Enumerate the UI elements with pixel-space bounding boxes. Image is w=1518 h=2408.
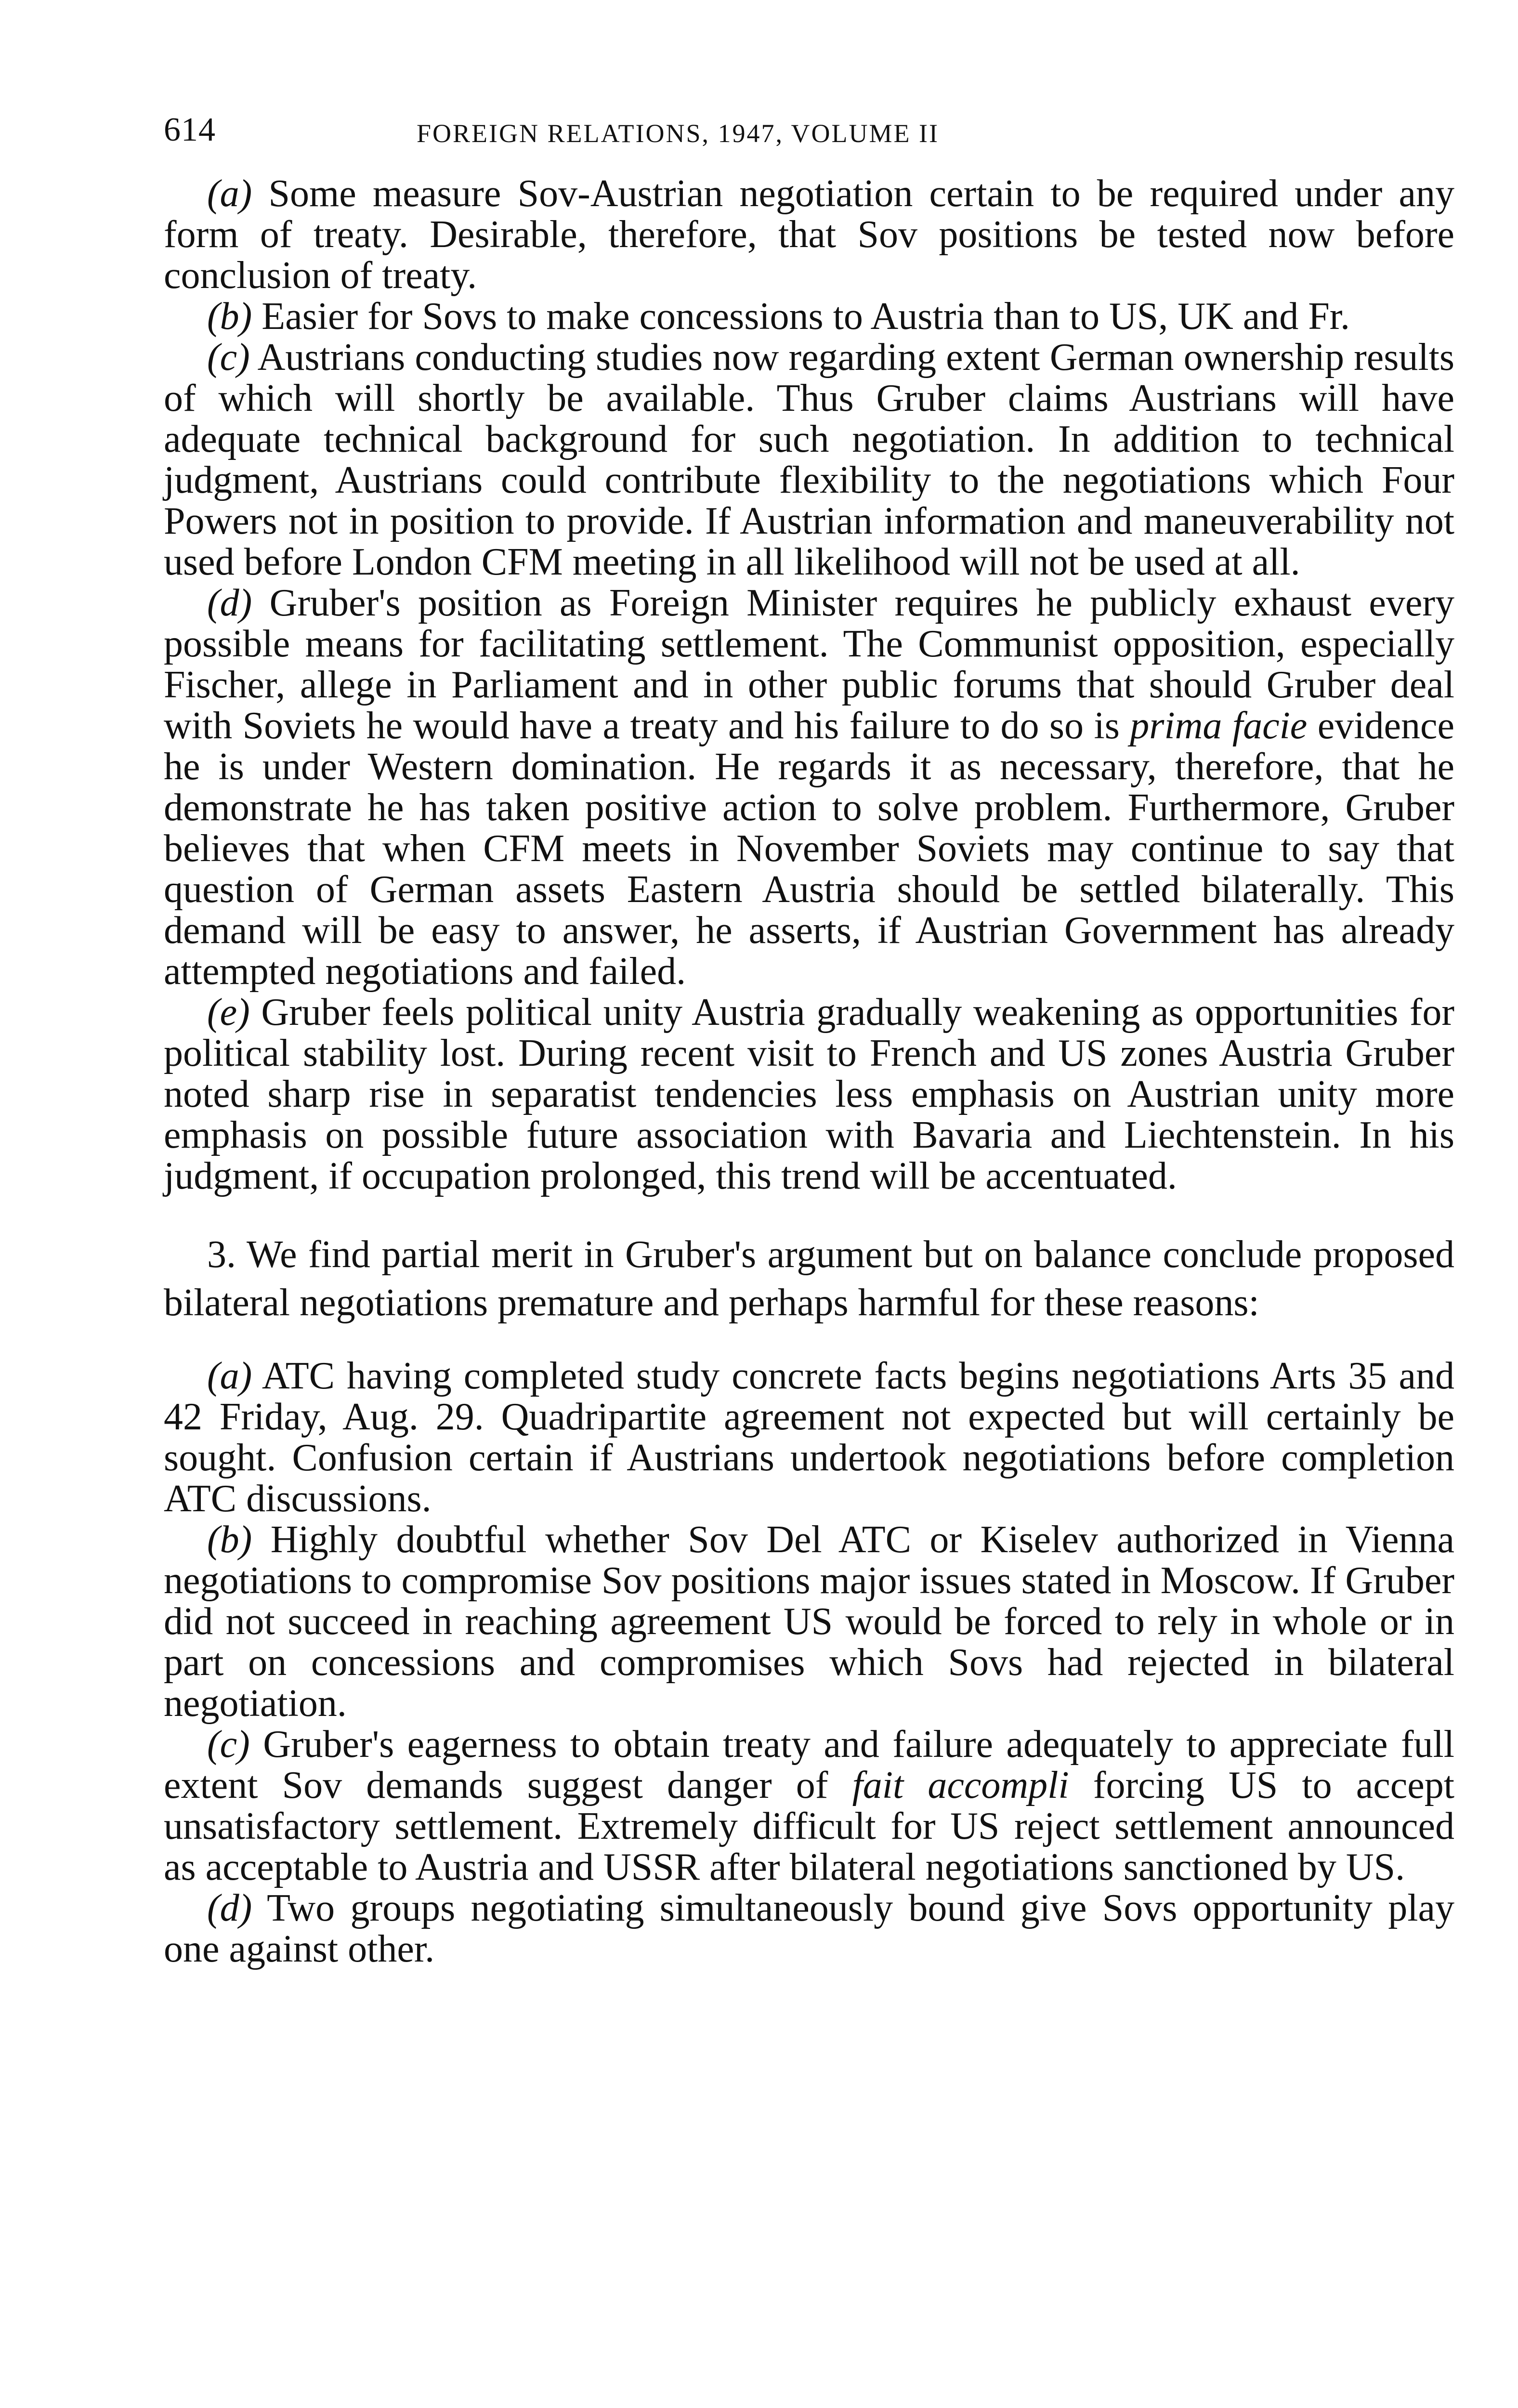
paragraph-2b [164,296,1454,337]
paragraph-label: (e) [207,991,250,1034]
paragraph-text: Highly doubtful whether Sov Del ATC or Kiselev authorized in Vienna negotiations to compromise Sov positions major issues stated in Moscow. If Gruber did not succeed in reaching agreement US would be forced to rely in whole or in part on concessions and compromises which Sovs had rejected in bilateral negotiation. [164,1518,1455,1725]
paragraph-3b [164,1519,1454,1724]
paragraph-label: (a) [207,1355,252,1397]
paragraph-text: ATC having completed study concrete facts begins negotiations Arts 35 and 42 Friday, Aug. 29. Quadripartite agreement not expected but will certainly be sought. Confusion certain if Austrians undertook negotiations before completion ATC discussions. [164,1355,1454,1520]
paragraph-text: Easier for Sovs to make concessions to Austria than to US, UK and Fr. [262,295,1350,338]
paragraph-3-lead: 3. We find partial merit in Gruber's argument but on balance conclude proposed bilateral negotiations premature and perhaps harmful for these reasons: [164,1233,1454,1324]
paragraph-text: Two groups negotiating simultaneously bound give Sovs opportunity play one against other. [164,1887,1454,1970]
paragraph-text: Gruber feels political unity Austria gradually weakening as opportunities for political stability lost. During recent visit to French and US zones Austria Gruber noted sharp rise in separatist tendencies less emphasis on Austrian unity more emphasis on possible future association with Bavaria and Liechtenstein. In his judgment, if occupation prolonged, this trend will be accentuated. [164,991,1455,1197]
running-head: FOREIGN RELATIONS, 1947, VOLUME II [417,119,939,148]
paragraph-3d [164,1888,1454,1970]
paragraph-label: (c) [207,336,250,379]
paragraph-2c [164,337,1454,583]
paragraph-text: Gruber's eagerness to obtain treaty and failure adequately to appreciate full extent Sov demands suggest danger of [164,1723,1455,1806]
paragraph-label: (b) [207,1518,252,1561]
paragraph-2e [164,992,1454,1197]
paragraph-text-continued: forcing US to accept unsatisfactory settlement. Extremely difficult for US reject settlement announced as acceptable to Austria and USSR after bilateral negotiations sanctioned by US. [164,1764,1455,1888]
paragraph-2a [164,173,1454,296]
paragraph-label: (d) [207,582,252,624]
paragraph-3a [164,1356,1454,1519]
paragraph-label: (c) [207,1723,250,1766]
page-header [164,96,1454,154]
paragraph-text-continued: evidence he is under Western domination. He regards it as necessary, therefore, that he demonstrate he has taken positive action to solve problem. Furthermore, Gruber believes that when CFM meets in November Soviets may continue to say that question of German assets Eastern Austria should be settled bilaterally. This demand will be easy to answer, he asserts, if Austrian Government has already attempted negotiations and failed. [164,705,1455,993]
page-number: 614 [164,111,216,148]
paragraph-text: Austrians conducting studies now regarding extent German ownership results of which will shortly be available. Thus Gruber claims Austrians will have adequate technical background for such negotiation. In addition to technical judgment, Austrians could contribute flexibility to the negotiations which Four Powers not in position to provide. If Austrian information and maneuverability not used before London CFM meeting in all likelihood will not be used at all. [164,336,1454,583]
paragraph-label: (d) [207,1887,252,1929]
italic-phrase: prima facie [1130,705,1308,747]
paragraph-label: (a) [207,172,252,215]
paragraph-3c [164,1724,1454,1888]
paragraph-label: (b) [207,295,252,338]
paragraph-2d [164,583,1454,992]
section-spacer [164,1197,1454,1230]
paragraph-text: Some measure Sov-Austrian negotiation certain to be required under any form of treaty. Desirable, therefore, that Sov positions be tested now before conclusion of treaty. [164,172,1454,297]
document-page [164,96,1454,1970]
paragraph-text: Gruber's position as Foreign Minister requires he publicly exhaust every possible means for facilitating settlement. The Communist opposition, especially Fischer, allege in Parliament and in other public forums that should Gruber deal with Soviets he would have a treaty and his failure to do so is [164,582,1454,747]
italic-phrase: fait accompli [852,1764,1069,1806]
